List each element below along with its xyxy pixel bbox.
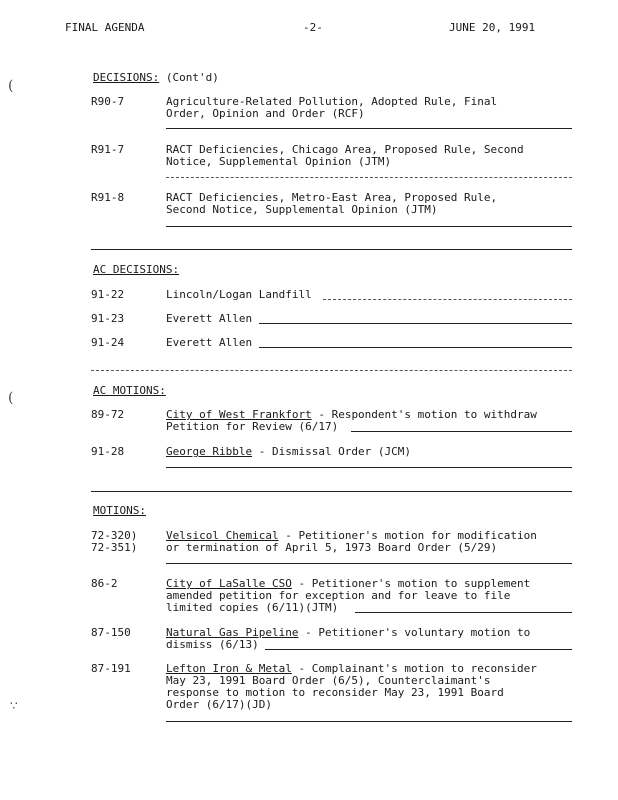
signature-line (166, 177, 572, 178)
item-description-line: limited copies (6/11)(JTM) (166, 601, 339, 614)
signature-line (355, 612, 572, 613)
item-description-line: Lefton Iron & Metal - Complainant's motion to reconsider (166, 662, 537, 675)
signature-line (323, 299, 572, 300)
margin-mark: ( (8, 78, 14, 94)
item-description-line: amended petition for exception and for leave to file (166, 589, 511, 602)
item-number: 87-150 (91, 626, 131, 639)
party-name: City of LaSalle CSO (166, 577, 292, 590)
item-number: 91-24 (91, 336, 125, 349)
signature-line (259, 347, 572, 348)
item-number: 72-320) (91, 529, 138, 542)
item-description-line: Lincoln/Logan Landfill (166, 288, 312, 301)
item-description-line: dismiss (6/13) (166, 638, 259, 651)
signature-line (166, 563, 572, 564)
item-description-line: Everett Allen (166, 312, 253, 325)
item-number: 87-191 (91, 662, 131, 675)
signature-line (166, 467, 572, 468)
section-heading-ac-motions: AC MOTIONS: (93, 384, 166, 397)
item-description-line: Everett Allen (166, 336, 253, 349)
signature-line (166, 128, 572, 129)
item-description-line: George Ribble - Dismissal Order (JCM) (166, 445, 412, 458)
item-number: 89-72 (91, 408, 125, 421)
signature-line (265, 649, 572, 650)
item-number: 72-351) (91, 541, 138, 554)
item-description-line: Order (6/17)(JD) (166, 698, 272, 711)
header-title: FINAL AGENDA (65, 21, 145, 34)
section-divider (91, 249, 572, 250)
margin-mark: ∵ (10, 699, 18, 713)
item-description-line: Natural Gas Pipeline - Petitioner's voluntary motion to (166, 626, 531, 639)
signature-line (166, 721, 572, 722)
item-number: R91-7 (91, 143, 125, 156)
item-description-line: RACT Deficiencies, Metro-East Area, Proposed Rule, (166, 191, 498, 204)
item-number: 91-23 (91, 312, 125, 325)
party-name: Velsicol Chemical (166, 529, 279, 542)
item-description-line: or termination of April 5, 1973 Board Order (5/29) (166, 541, 498, 554)
item-description-line: Second Notice, Supplemental Opinion (JTM) (166, 203, 438, 216)
header-date: JUNE 20, 1991 (449, 21, 536, 34)
item-number: 91-22 (91, 288, 125, 301)
item-number: R90-7 (91, 95, 125, 108)
section-heading-motions: MOTIONS: (93, 504, 146, 517)
item-description-line: City of LaSalle CSO - Petitioner's motion to supplement (166, 577, 531, 590)
page-number: -2- (303, 21, 323, 34)
item-description-line: RACT Deficiencies, Chicago Area, Proposed Rule, Second (166, 143, 524, 156)
party-name: George Ribble (166, 445, 253, 458)
item-description-line: Velsicol Chemical - Petitioner's motion for modification (166, 529, 537, 542)
party-name: Lefton Iron & Metal (166, 662, 292, 675)
item-number: R91-8 (91, 191, 125, 204)
item-number: 91-28 (91, 445, 125, 458)
signature-line (351, 431, 572, 432)
item-description-line: response to motion to reconsider May 23, 1991 Board (166, 686, 504, 699)
signature-line (166, 226, 572, 227)
section-heading-decisions: DECISIONS: (Cont'd) (93, 71, 219, 84)
item-description-line: May 23, 1991 Board Order (6/5), Counterclaimant's (166, 674, 491, 687)
party-name: Natural Gas Pipeline (166, 626, 299, 639)
section-heading-ac-decisions: AC DECISIONS: (93, 263, 180, 276)
item-description-line: Agriculture-Related Pollution, Adopted Rule, Final (166, 95, 498, 108)
party-name: City of West Frankfort (166, 408, 312, 421)
item-description-line: Notice, Supplemental Opinion (JTM) (166, 155, 392, 168)
item-description-line: Order, Opinion and Order (RCF) (166, 107, 365, 120)
item-description-line: Petition for Review (6/17) (166, 420, 339, 433)
item-description-line: City of West Frankfort - Respondent's motion to withdraw (166, 408, 537, 421)
section-divider (91, 491, 572, 492)
signature-line (259, 323, 572, 324)
margin-mark: ( (8, 390, 14, 406)
section-divider (91, 370, 572, 371)
item-number: 86-2 (91, 577, 118, 590)
